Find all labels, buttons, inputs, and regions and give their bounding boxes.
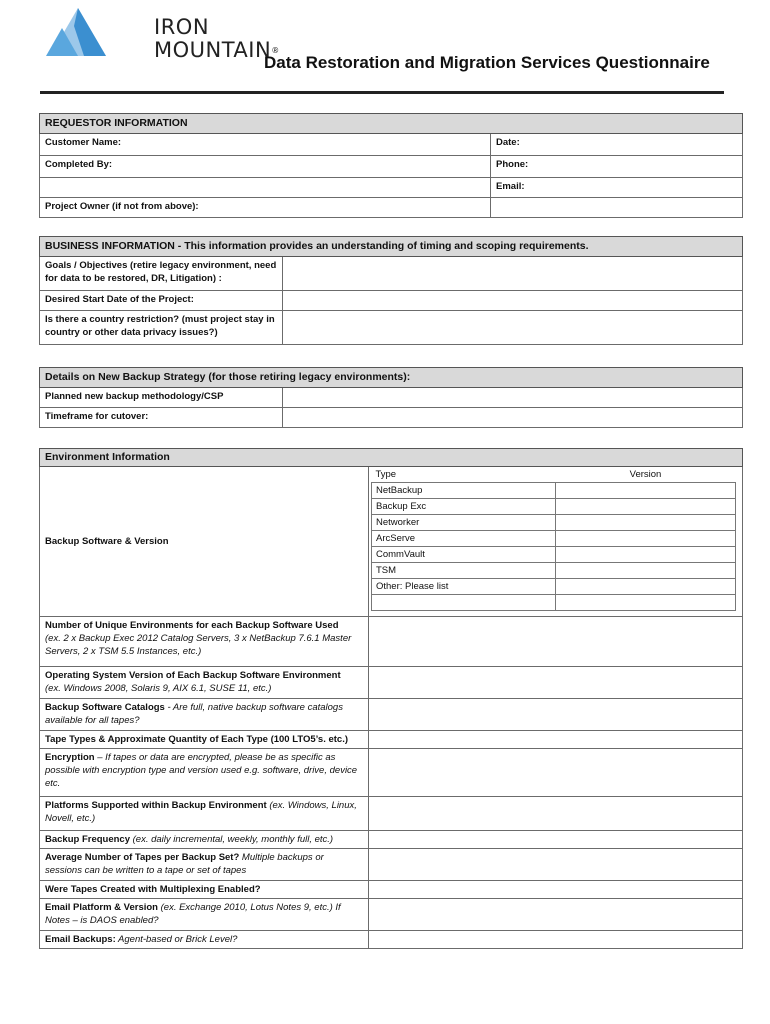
unique-envs-bold: Number of Unique Environments for each Backup Software Used: [45, 620, 339, 631]
type-cell: CommVault: [372, 547, 556, 563]
encryption-bold: Encryption: [45, 752, 95, 763]
email-platform-italic: (ex. Exchange 2010, Lotus Notes 9, etc.) If Notes – is DAOS enabled?: [45, 902, 341, 926]
email-platform-input[interactable]: [369, 899, 743, 931]
catalogs-italic: - Are full, native backup software catalogs available for all tapes?: [45, 702, 343, 726]
os-bold: Operating System Version of Each Backup Software Environment: [45, 670, 341, 681]
iron-mountain-logo: [44, 6, 280, 62]
backup-strategy-table: [39, 367, 743, 428]
page-title: Data Restoration and Migration Services Questionnaire: [264, 53, 710, 72]
multiplexing-input[interactable]: [369, 881, 743, 899]
type-version-table: [371, 467, 736, 611]
goals-label: Goals / Objectives (retire legacy environment, need for data to be restored, DR, Litigation) :: [40, 257, 283, 291]
type-cell: NetBackup: [372, 483, 556, 499]
business-heading: BUSINESS INFORMATION - This information provides an understanding of timing and scoping requirements.: [40, 237, 743, 257]
project-owner-field[interactable]: Project Owner (if not from above):: [40, 198, 491, 218]
logo-line-mountain: [154, 39, 280, 62]
date-field[interactable]: Date:: [491, 134, 743, 156]
methodology-label: Planned new backup methodology/CSP: [40, 388, 283, 408]
avg-tapes-italic: Multiple backups or sessions can be written to a tape or set of tapes: [45, 852, 324, 876]
version-input[interactable]: [556, 595, 736, 611]
phone-field[interactable]: Phone:: [491, 156, 743, 178]
requestor-table: [39, 113, 743, 218]
avg-tapes-input[interactable]: [369, 849, 743, 881]
avg-tapes-bold: Average Number of Tapes per Backup Set?: [45, 852, 240, 863]
business-table: [39, 236, 743, 345]
mountain-logo-icon: [44, 6, 108, 58]
timeframe-label: Timeframe for cutover:: [40, 408, 283, 428]
email-backups-italic: Agent-based or Brick Level?: [115, 934, 238, 945]
project-owner-extra-field[interactable]: [491, 198, 743, 218]
frequency-bold: Backup Frequency: [45, 834, 130, 845]
logo-mountain-text: MOUNTAIN: [154, 38, 272, 62]
catalogs-label: [40, 699, 369, 731]
version-input[interactable]: [556, 531, 736, 547]
os-label: [40, 667, 369, 699]
other-type-input[interactable]: [372, 595, 556, 611]
encryption-input[interactable]: [369, 749, 743, 797]
version-header: Version: [629, 469, 662, 480]
avg-tapes-label: [40, 849, 369, 881]
type-cell: Other: Please list: [372, 579, 556, 595]
type-cell: Backup Exc: [372, 499, 556, 515]
platforms-bold: Platforms Supported within Backup Environment: [45, 800, 267, 811]
backup-strategy-heading: Details on New Backup Strategy (for those retiring legacy environments):: [40, 368, 743, 388]
platforms-input[interactable]: [369, 797, 743, 831]
platforms-italic: (ex. Windows, Linux, Novell, etc.): [45, 800, 357, 824]
timeframe-input[interactable]: [283, 408, 743, 428]
requestor-heading: REQUESTOR INFORMATION: [40, 114, 743, 134]
unique-envs-label: [40, 617, 369, 667]
frequency-input[interactable]: [369, 831, 743, 849]
environment-heading: Environment Information: [40, 449, 743, 467]
unique-envs-italic: (ex. 2 x Backup Exec 2012 Catalog Servers, 3 x NetBackup 7.6.1 Master Servers, 2 x TSM 5.5 Instances, etc.): [45, 633, 352, 657]
catalogs-input[interactable]: [369, 699, 743, 731]
goals-input[interactable]: [283, 257, 743, 291]
start-date-label: Desired Start Date of the Project:: [40, 291, 283, 311]
frequency-italic: (ex. daily incremental, weekly, monthly full, etc.): [130, 834, 334, 845]
completed-by-extra-field[interactable]: [40, 178, 491, 198]
multiplexing-label: Were Tapes Created with Multiplexing Enabled?: [40, 881, 369, 899]
os-italic: (ex. Windows 2008, Solaris 9, AIX 6.1, SUSE 11, etc.): [45, 683, 272, 694]
email-backups-input[interactable]: [369, 931, 743, 949]
completed-by-field[interactable]: Completed By:: [40, 156, 491, 178]
type-cell: Networker: [372, 515, 556, 531]
methodology-input[interactable]: [283, 388, 743, 408]
version-input[interactable]: [556, 483, 736, 499]
tape-types-input[interactable]: [369, 731, 743, 749]
title-divider: [40, 91, 724, 94]
type-cell: ArcServe: [372, 531, 556, 547]
type-header: Type: [375, 469, 397, 480]
tape-types-label: Tape Types & Approximate Quantity of Each Type (100 LTO5’s. etc.): [40, 731, 369, 749]
customer-name-field[interactable]: Customer Name:: [40, 134, 491, 156]
os-input[interactable]: [369, 667, 743, 699]
logo-wordmark: [154, 16, 280, 62]
email-platform-bold: Email Platform & Version: [45, 902, 158, 913]
type-cell: TSM: [372, 563, 556, 579]
version-input[interactable]: [556, 563, 736, 579]
version-input[interactable]: [556, 499, 736, 515]
version-input[interactable]: [556, 547, 736, 563]
version-input[interactable]: [556, 579, 736, 595]
start-date-input[interactable]: [283, 291, 743, 311]
backup-software-grid: [369, 467, 743, 617]
version-input[interactable]: [556, 515, 736, 531]
frequency-label: [40, 831, 369, 849]
catalogs-bold: Backup Software Catalogs: [45, 702, 165, 713]
platforms-label: [40, 797, 369, 831]
email-backups-label: [40, 931, 369, 949]
logo-line-iron: IRON: [154, 15, 210, 39]
encryption-label: [40, 749, 369, 797]
email-field[interactable]: Email:: [491, 178, 743, 198]
email-backups-bold: Email Backups:: [45, 934, 116, 945]
encryption-italic: – If tapes or data are encrypted, please be as specific as possible with encryption type and version used e.g. software, drive, device etc.: [45, 752, 358, 789]
unique-envs-input[interactable]: [369, 617, 743, 667]
logo-registered: ®: [271, 46, 280, 55]
country-label: Is there a country restriction? (must project stay in country or other data privacy issues?): [40, 311, 283, 345]
email-platform-label: [40, 899, 369, 931]
backup-software-label: Backup Software & Version: [40, 467, 369, 617]
country-input[interactable]: [283, 311, 743, 345]
environment-table: [39, 448, 743, 949]
